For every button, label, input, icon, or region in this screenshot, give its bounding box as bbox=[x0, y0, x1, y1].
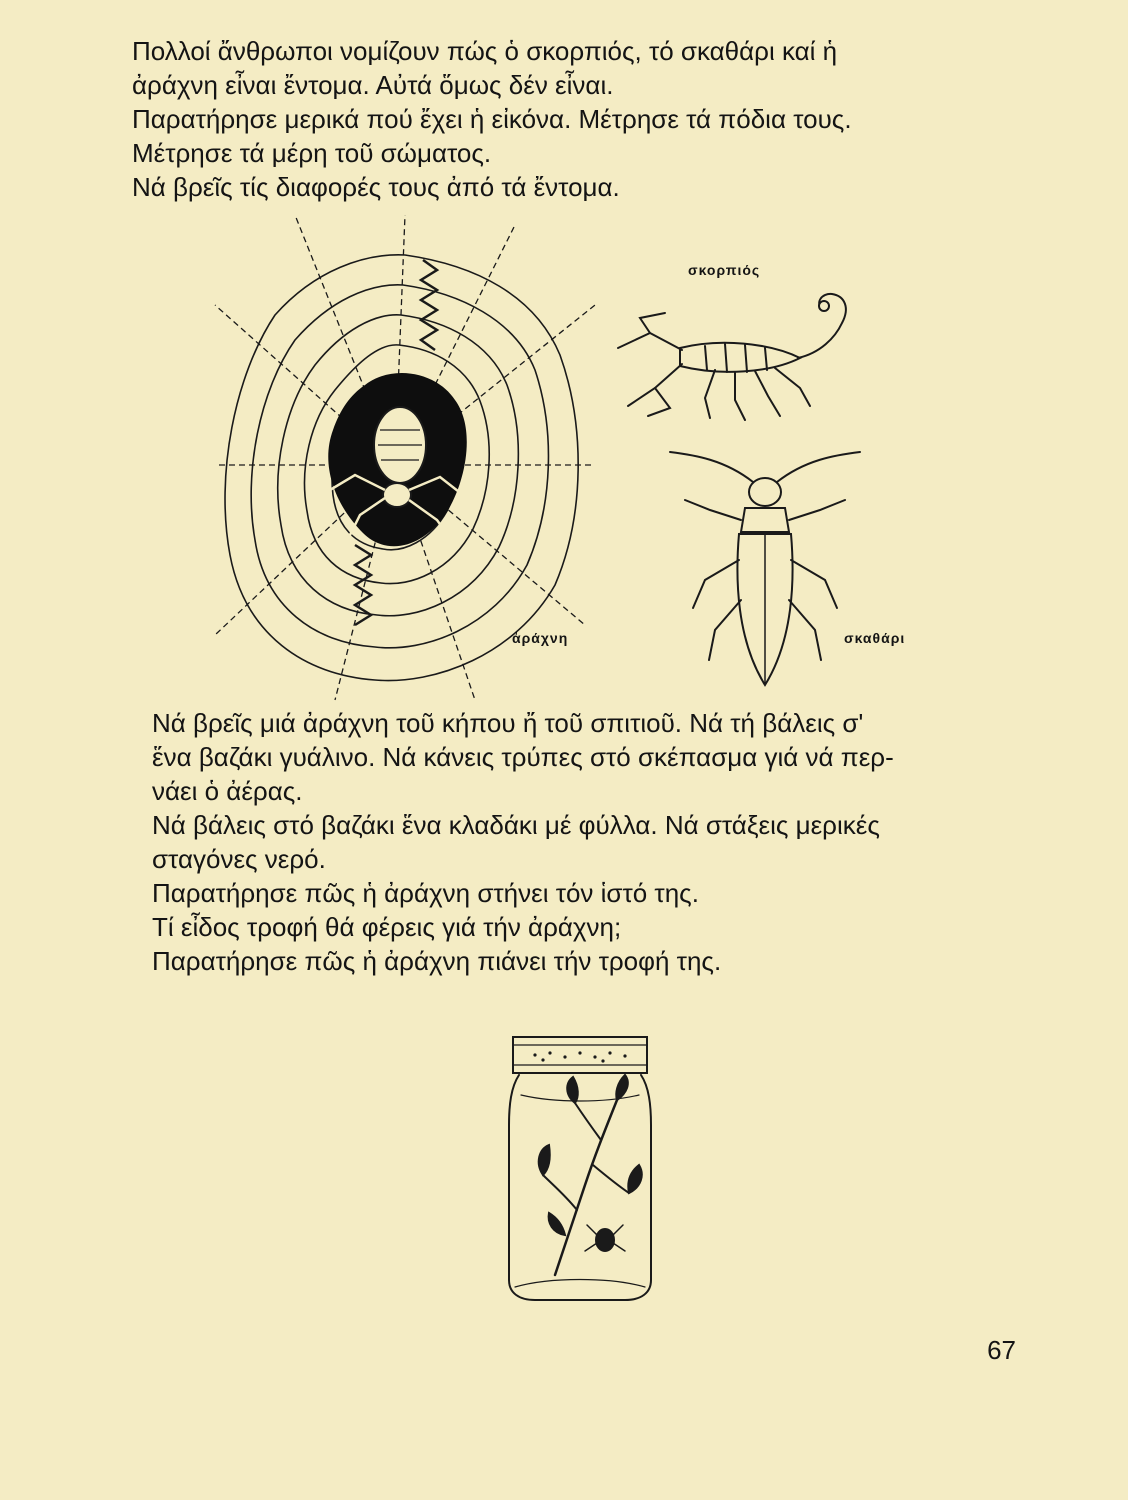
scorpion-illustration bbox=[610, 288, 870, 428]
instruction-line: Νά βρεῖς μιά ἀράχνη τοῦ κήπου ἤ τοῦ σπιτιοῦ. Νά τή βάλεις σ' bbox=[152, 708, 864, 738]
instruction-line: σταγόνες νερό. bbox=[152, 844, 326, 874]
spider-web-illustration bbox=[215, 215, 595, 700]
instruction-line: Τί εἶδος τροφή θά φέρεις γιά τήν ἀράχνη; bbox=[152, 912, 622, 942]
intro-line: Παρατήρησε μερικά πού ἔχει ἡ εἰκόνα. Μέτρησε τά πόδια τους. bbox=[132, 104, 852, 134]
page-number: 67 bbox=[987, 1335, 1016, 1365]
jar-illustration bbox=[505, 1025, 655, 1305]
intro-line: ἀράχνη εἶναι ἔντομα. Αὐτά ὅμως δέν εἶναι. bbox=[132, 70, 614, 100]
intro-line: Μέτρησε τά μέρη τοῦ σώματος. bbox=[132, 138, 492, 168]
beetle-illustration bbox=[665, 440, 865, 690]
spider-label: ἀράχνη bbox=[512, 630, 569, 646]
intro-line: Νά βρεῖς τίς διαφορές τους ἀπό τά ἔντομα. bbox=[132, 172, 620, 202]
instruction-line: ἕνα βαζάκι γυάλινο. Νά κάνεις τρύπες στό σκέπασμα γιά νά περ- bbox=[152, 742, 894, 772]
instruction-line: νάει ὁ ἀέρας. bbox=[152, 776, 303, 806]
instruction-line: Νά βάλεις στό βαζάκι ἕνα κλαδάκι μέ φύλλα. Νά στάξεις μερικές bbox=[152, 810, 880, 840]
instructions-paragraph bbox=[152, 706, 894, 978]
instruction-line: Παρατήρησε πῶς ἡ ἀράχνη πιάνει τήν τροφή της. bbox=[152, 946, 722, 976]
intro-line: Πολλοί ἄνθρωποι νομίζουν πώς ὁ σκορπιός, τό σκαθάρι καί ἡ bbox=[132, 36, 838, 66]
beetle-label: σκαθάρι bbox=[844, 630, 906, 646]
intro-paragraph bbox=[132, 34, 852, 204]
scorpion-label: σκορπιός bbox=[688, 262, 761, 278]
instruction-line: Παρατήρησε πῶς ἡ ἀράχνη στήνει τόν ἱστό της. bbox=[152, 878, 699, 908]
